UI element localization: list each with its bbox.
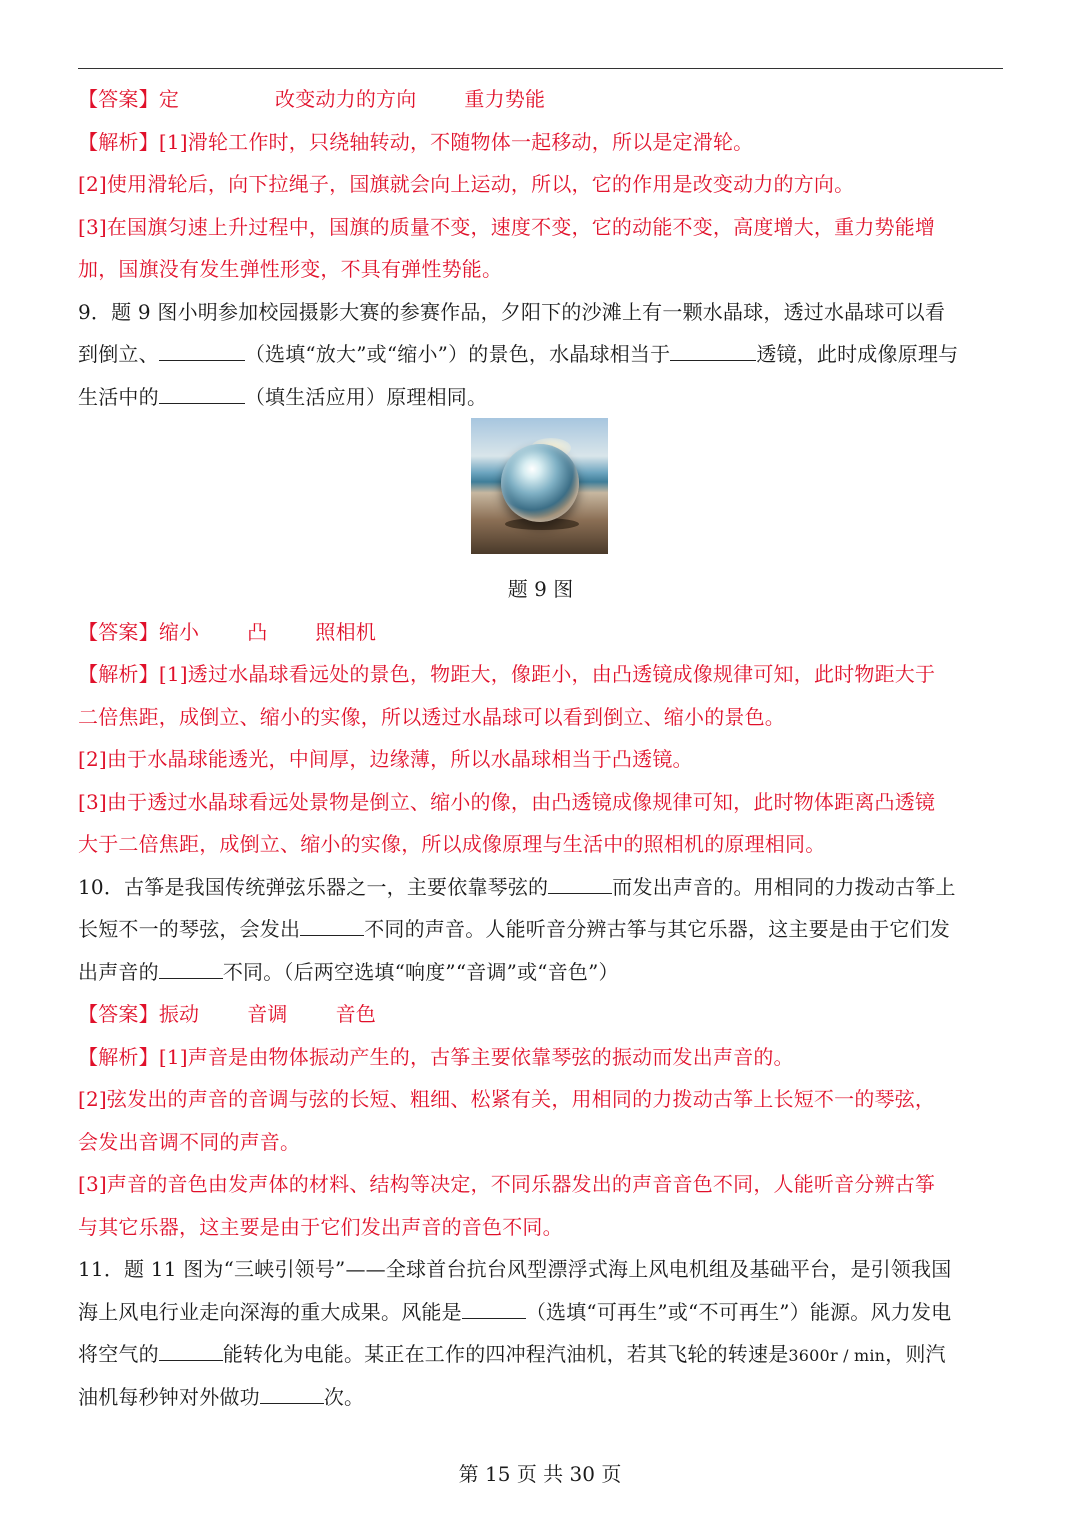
q9-line-3 <box>78 376 1003 419</box>
analysis-text: [1]透过水晶球看远处的景色，物距大，像距小，由凸透镜成像规律可知，此时物距大于 <box>158 662 936 686</box>
answer-label: 【答案】 <box>78 1002 159 1026</box>
q10-analysis-2b: 会发出音调不同的声音。 <box>78 1129 301 1154</box>
crystal-ball-photo <box>471 418 608 554</box>
q9-line-2 <box>78 333 1003 376</box>
analysis-text: [1]声音是由物体振动产生的，古筝主要依靠琴弦的振动而发出声音的。 <box>158 1044 794 1069</box>
answer-label: 【答案】 <box>78 87 159 111</box>
q10-line-1 <box>78 866 1003 909</box>
q8-analysis-3b: 加，国旗没有发生弹性形变，不具有弹性势能。 <box>78 257 503 281</box>
text: （填生活应用）原理相同。 <box>244 384 488 409</box>
figure-caption: 题 9 图 <box>507 577 574 601</box>
q8-analysis-2: [2]使用滑轮后，向下拉绳子，国旗就会向上运动，所以，它的作用是改变动力的方向。 <box>78 172 855 196</box>
q9-analysis-3a: [3]由于透过水晶球看远处景物是倒立、缩小的像，由凸透镜成像规律可知，此时物体距离凸透镜 <box>78 789 936 814</box>
q9-figure <box>78 418 1003 568</box>
q8-answer <box>78 78 1003 121</box>
text: 生活中的 <box>78 384 159 409</box>
page-content <box>78 78 1003 1418</box>
q9-analysis-1b: 二倍焦距，成倒立、缩小的实像，所以透过水晶球可以看到倒立、缩小的景色。 <box>78 704 785 729</box>
q11-line-3 <box>78 1333 1003 1376</box>
blank <box>670 338 756 361</box>
answer-item: 音色 <box>335 1002 377 1026</box>
text: 海上风电行业走向深海的重大成果。风能是 <box>78 1299 462 1324</box>
text: 透镜，此时成像原理与 <box>756 342 959 366</box>
q10-line-3 <box>78 951 1003 994</box>
q9-analysis-3b: 大于二倍焦距，成倒立、缩小的实像，所以成像原理与生活中的照相机的原理相同。 <box>78 832 826 856</box>
answer-item: 改变动力的方向 <box>275 87 417 111</box>
q10-answer <box>78 993 1003 1036</box>
q8-analysis-3a: [3]在国旗匀速上升过程中，国旗的质量不变，速度不变，它的动能不变，高度增大，重力势能增 <box>78 214 936 239</box>
text: 不同。（后两空选填“响度”“音调”或“音色”） <box>222 959 619 984</box>
blank <box>260 1381 324 1404</box>
q8-analysis-1 <box>78 121 1003 164</box>
q10-analysis-3b: 与其它乐器，这主要是由于它们发出声音的音色不同。 <box>78 1214 563 1239</box>
text: 次。 <box>323 1384 365 1409</box>
answer-item: 振动 <box>158 1002 200 1026</box>
answer-item: 定 <box>158 87 180 111</box>
blank <box>548 871 612 894</box>
analysis-label: 【解析】 <box>78 1044 159 1069</box>
blank <box>159 956 223 979</box>
q11-line-1: 11．题 11 图为“三峡引领号”——全球首台抗台风型漂浮式海上风电机组及基础平台，是引领我国 <box>78 1257 952 1281</box>
q9-answer <box>78 611 1003 654</box>
answer-item: 凸 <box>247 619 268 644</box>
text: 而发出声音的。用相同的力拨动古筝上 <box>612 874 956 899</box>
q11-line-2 <box>78 1291 1003 1334</box>
q9-analysis-2: [2]由于水晶球能透光，中间厚，边缘薄，所以水晶球相当于凸透镜。 <box>78 747 693 771</box>
blank <box>462 1296 526 1319</box>
answer-item: 缩小 <box>158 619 200 644</box>
text: （选填“可再生”或“不可再生”）能源。风力发电 <box>525 1299 952 1324</box>
text: （选填“放大”或“缩小”）的景色，水晶球相当于 <box>244 342 671 366</box>
q11-line-4 <box>78 1376 1003 1419</box>
text: 出声音的 <box>78 959 159 984</box>
text: 10．古筝是我国传统弹弦乐器之一，主要依靠琴弦的 <box>78 874 549 899</box>
answer-item: 照相机 <box>315 619 377 644</box>
rpm-value: 3600r / min <box>788 1346 886 1365</box>
text: 到倒立、 <box>78 342 159 366</box>
text: 将空气的 <box>78 1342 159 1366</box>
analysis-label: 【解析】 <box>78 662 159 686</box>
q9-analysis-1a <box>78 653 1003 696</box>
blank <box>300 913 364 936</box>
text: 油机每秒钟对外做功 <box>78 1384 260 1409</box>
q10-analysis-3a: [3]声音的音色由发声体的材料、结构等决定，不同乐器发出的声音音色不同，人能听音分辨古筝 <box>78 1172 936 1196</box>
analysis-label: 【解析】 <box>78 129 159 154</box>
page-footer: 第 15 页 共 30 页 <box>458 1462 622 1486</box>
text: 长短不一的琴弦，会发出 <box>78 917 301 941</box>
q9-line-1: 9．题 9 图小明参加校园摄影大赛的参赛作品，夕阳下的沙滩上有一颗水晶球，透过水晶球可以看 <box>78 299 946 324</box>
q10-analysis-2a: [2]弦发出的声音的音调与弦的长短、粗细、松紧有关，用相同的力拨动古筝上长短不一的琴弦， <box>78 1087 936 1111</box>
answer-item: 音调 <box>247 1002 288 1026</box>
blank <box>159 381 245 404</box>
q10-line-2 <box>78 908 1003 951</box>
text: 能转化为电能。某正在工作的四冲程汽油机，若其飞轮的转速是 <box>222 1342 789 1366</box>
header-rule <box>78 68 1003 69</box>
q10-analysis-1 <box>78 1036 1003 1079</box>
text: ，则汽 <box>885 1342 946 1366</box>
blank <box>159 1338 223 1361</box>
answer-item: 重力势能 <box>464 87 546 111</box>
analysis-text: [1]滑轮工作时，只绕轴转动，不随物体一起移动，所以是定滑轮。 <box>158 129 754 154</box>
answer-label: 【答案】 <box>78 619 159 644</box>
blank <box>159 338 245 361</box>
text: 不同的声音。人能听音分辨古筝与其它乐器，这主要是由于它们发 <box>364 917 951 941</box>
